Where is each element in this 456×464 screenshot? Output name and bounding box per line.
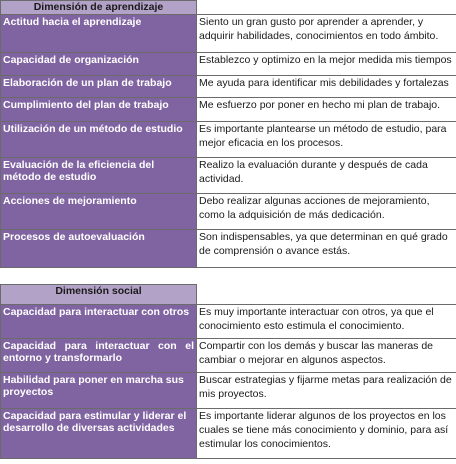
row-label: Procesos de autoevaluación — [1, 230, 197, 268]
table-row — [1, 15, 456, 53]
row-value: Buscar estrategias y fijarme metas para realización de mis proyectos. — [197, 373, 456, 409]
row-value: Es importante liderar algunos de los proyectos en los cuales se tiene más conocimiento y dominio, para así estimular los conocimientos. — [197, 409, 456, 459]
table-row — [1, 230, 456, 268]
social-dimension-header: Dimensión social — [1, 285, 197, 305]
row-value: Compartir con los demás y buscar las maneras de cambiar o mejorar en algunos aspectos. — [197, 339, 456, 373]
row-label: Elaboración de un plan de trabajo — [1, 76, 197, 98]
row-label: Actitud hacia el aprendizaje — [1, 15, 197, 53]
table-row — [1, 122, 456, 158]
row-value: Me ayuda para identificar mis debilidades y fortalezas — [197, 76, 456, 98]
row-value: Debo realizar algunas acciones de mejoramiento, como la adquisición de más dedicación. — [197, 194, 456, 230]
row-value: Me esfuerzo por poner en hecho mi plan de trabajo. — [197, 98, 456, 122]
table-row — [1, 76, 456, 98]
table-row — [1, 194, 456, 230]
table-row — [1, 98, 456, 122]
row-label: Evaluación de la eficiencia del método de estudio — [1, 158, 197, 194]
learning-dimension-header: Dimensión de aprendizaje — [1, 1, 197, 15]
row-value: Es importante plantearse un método de estudio, para mejor eficacia en los procesos. — [197, 122, 456, 158]
table-row — [1, 305, 456, 339]
table-row — [1, 158, 456, 194]
table-row — [1, 53, 456, 76]
row-label: Acciones de mejoramiento — [1, 194, 197, 230]
row-value: Establezco y optimizo en la mejor medida mis tiempos — [197, 53, 456, 76]
table-row — [1, 409, 456, 459]
row-value: Realizo la evaluación durante y después de cada actividad. — [197, 158, 456, 194]
row-label: Capacidad para interactuar con el entorno y transformarlo — [1, 339, 197, 373]
table-row — [1, 339, 456, 373]
row-label: Habilidad para poner en marcha sus proyectos — [1, 373, 197, 409]
row-value: Son indispensables, ya que determinan en qué grado de comprensión o avance estás. — [197, 230, 456, 268]
table-row — [1, 373, 456, 409]
row-label: Capacidad para interactuar con otros — [1, 305, 197, 339]
row-label: Utilización de un método de estudio — [1, 122, 197, 158]
row-label: Capacidad para estimular y liderar el desarrollo de diversas actividades — [1, 409, 197, 459]
row-label: Cumplimiento del plan de trabajo — [1, 98, 197, 122]
social-dimension-table — [0, 284, 456, 459]
row-value: Es muy importante interactuar con otros, ya que el conocimiento esto estimula el conocimiento. — [197, 305, 456, 339]
row-label: Capacidad de organización — [1, 53, 197, 76]
row-value: Siento un gran gusto por aprender a aprender, y adquirir habilidades, conocimientos en todo ámbito. — [197, 15, 456, 53]
